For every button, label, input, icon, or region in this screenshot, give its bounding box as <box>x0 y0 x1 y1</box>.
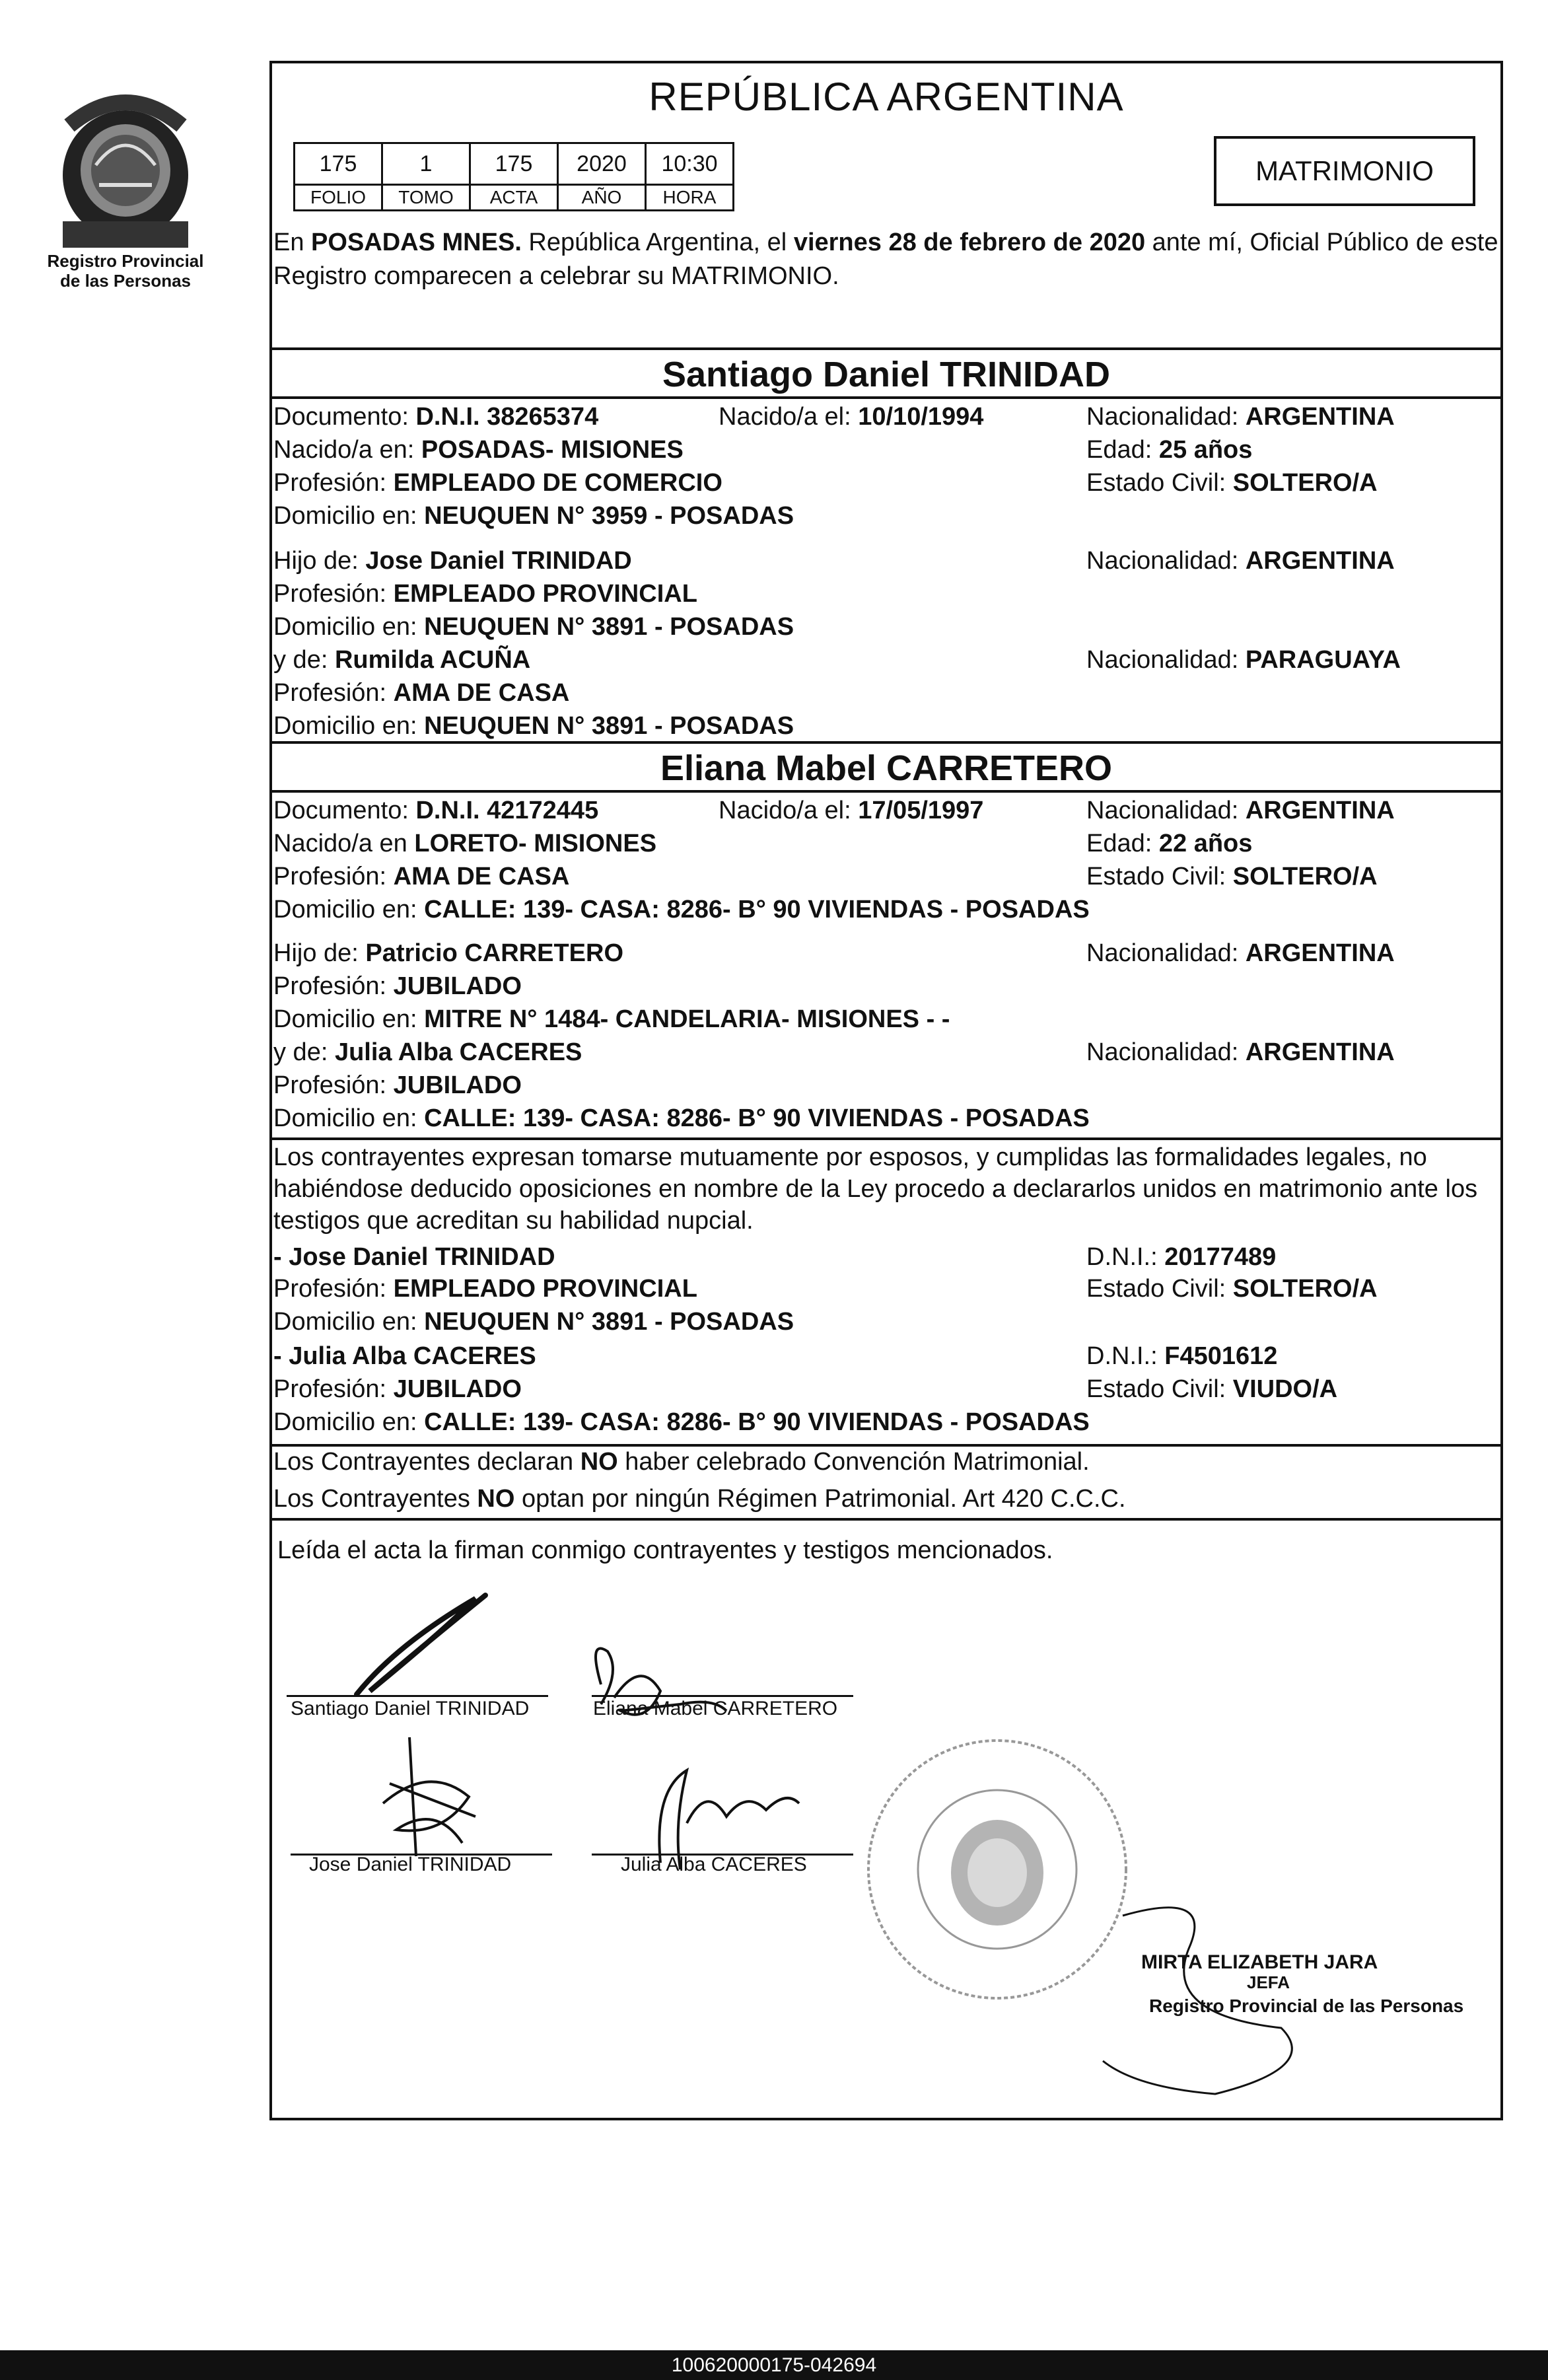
intro-text: ante mí, Oficial Público de este Registro comparecen a celebrar su MATRIMONIO. <box>273 229 1498 290</box>
witness-1-name: - Jose Daniel TRINIDAD <box>273 1243 555 1271</box>
signature-line-2 <box>592 1695 853 1697</box>
page-title: REPÚBLICA ARGENTINA <box>649 75 1124 119</box>
intro-text: En <box>273 229 312 256</box>
witness-2-civil-status: Estado Civil: VIUDO/A <box>1086 1375 1338 1403</box>
signature-label-eliana: Eliana Mabel CARRETERO <box>593 1698 838 1719</box>
groom-father-profession: Profesión: EMPLEADO PROVINCIAL <box>273 580 697 608</box>
bride-birthdate: Nacido/a el: 17/05/1997 <box>719 797 984 824</box>
divider-intro <box>269 347 1503 350</box>
declaration-paragraph: Los contrayentes expresan tomarse mutuamente por esposos, y cumplidas las formalidades legales, no habiéndose deducido oposiciones en nombre de la Ley procedo a declararlos unidos en matrimonio ante los testigos que acreditan su habilidad nupcial. <box>273 1143 1478 1235</box>
bride-birthplace: Nacido/a en LORETO- MISIONES <box>273 830 657 857</box>
bride-father-nationality: Nacionalidad: ARGENTINA <box>1086 939 1395 967</box>
groom-address: Domicilio en: NEUQUEN N° 3959 - POSADAS <box>273 502 794 530</box>
groom-nationality: Nacionalidad: ARGENTINA <box>1086 403 1395 431</box>
groom-father-address: Domicilio en: NEUQUEN N° 3891 - POSADAS <box>273 613 794 641</box>
signature-label-santiago: Santiago Daniel TRINIDAD <box>291 1698 530 1719</box>
anio-value: 2020 <box>558 143 646 185</box>
signature-label-julia: Julia Alba CACERES <box>621 1854 807 1875</box>
groom-mother: y de: Rumilda ACUÑA <box>273 646 531 674</box>
signature-santiago-ink-icon <box>343 1585 495 1704</box>
bride-age: Edad: 22 años <box>1086 830 1253 857</box>
witness-2-address: Domicilio en: CALLE: 139- CASA: 8286- B° 90 VIVIENDAS - POSADAS <box>273 1408 1090 1436</box>
tomo-label: TOMO <box>382 185 470 211</box>
bride-mother-profession: Profesión: JUBILADO <box>273 1071 522 1099</box>
registry-logo <box>26 86 225 310</box>
witness-1-dni: D.N.I.: 20177489 <box>1086 1243 1277 1271</box>
hora-value: 10:30 <box>646 143 734 185</box>
intro-paragraph <box>273 226 1500 293</box>
bride-mother-address: Domicilio en: CALLE: 139- CASA: 8286- B° 90 VIVIENDAS - POSADAS <box>273 1104 1090 1132</box>
officer-organization: Registro Provincial de las Personas <box>1149 1996 1464 2016</box>
folio-value: 175 <box>295 143 382 185</box>
regime-statement: Los Contrayentes NO optan por ningún Régimen Patrimonial. Art 420 C.C.C. <box>273 1485 1126 1513</box>
bride-father: Hijo de: Patricio CARRETERO <box>273 939 624 967</box>
groom-birthplace: Nacido/a en: POSADAS- MISIONES <box>273 436 684 464</box>
province-emblem-icon <box>50 86 201 251</box>
groom-name: Santiago Daniel TRINIDAD <box>662 355 1111 394</box>
witness-1-address: Domicilio en: NEUQUEN N° 3891 - POSADAS <box>273 1308 794 1336</box>
folio-label: FOLIO <box>295 185 382 211</box>
intro-date: viernes 28 de febrero de 2020 <box>793 229 1146 256</box>
bride-civil-status: Estado Civil: SOLTERO/A <box>1086 863 1378 890</box>
bride-mother: y de: Julia Alba CACERES <box>273 1038 582 1066</box>
groom-profession: Profesión: EMPLEADO DE COMERCIO <box>273 469 722 497</box>
groom-mother-nationality: Nacionalidad: PARAGUAYA <box>1086 646 1401 674</box>
groom-civil-status: Estado Civil: SOLTERO/A <box>1086 469 1378 497</box>
witness-1-profession: Profesión: EMPLEADO PROVINCIAL <box>273 1275 697 1303</box>
intro-place: POSADAS MNES. <box>311 229 522 256</box>
acta-value: 175 <box>470 143 558 185</box>
bride-father-profession: Profesión: JUBILADO <box>273 972 522 1000</box>
intro-text: República Argentina, el <box>521 229 794 256</box>
witness-2-dni: D.N.I.: F4501612 <box>1086 1342 1278 1370</box>
bride-profession: Profesión: AMA DE CASA <box>273 863 570 890</box>
groom-mother-address: Domicilio en: NEUQUEN N° 3891 - POSADAS <box>273 712 794 740</box>
divider-bride-name <box>269 790 1503 793</box>
divider-groom-name <box>269 396 1503 399</box>
tomo-value: 1 <box>382 143 470 185</box>
logo-caption-line2: de las Personas <box>60 271 191 291</box>
witness-2-name: - Julia Alba CACERES <box>273 1342 536 1370</box>
anio-label: AÑO <box>558 185 646 211</box>
bride-address: Domicilio en: CALLE: 139- CASA: 8286- B° 90 VIVIENDAS - POSADAS <box>273 896 1090 923</box>
bride-document: Documento: D.N.I. 42172445 <box>273 797 599 824</box>
act-type-box: MATRIMONIO <box>1214 136 1475 206</box>
bride-father-address: Domicilio en: MITRE N° 1484- CANDELARIA- MISIONES - - <box>273 1005 950 1033</box>
divider-regime-end <box>269 1518 1503 1521</box>
hora-label: HORA <box>646 185 734 211</box>
closing-statement: Leída el acta la firman conmigo contrayentes y testigos mencionados. <box>277 1536 1053 1564</box>
registry-data-table <box>293 142 734 211</box>
bride-name: Eliana Mabel CARRETERO <box>660 748 1113 788</box>
officer-name: MIRTA ELIZABETH JARA <box>1141 1951 1378 1973</box>
signature-label-jose: Jose Daniel TRINIDAD <box>309 1854 512 1875</box>
groom-father-nationality: Nacionalidad: ARGENTINA <box>1086 547 1395 575</box>
groom-age: Edad: 25 años <box>1086 436 1253 464</box>
groom-father: Hijo de: Jose Daniel TRINIDAD <box>273 547 632 575</box>
witness-1-civil-status: Estado Civil: SOLTERO/A <box>1086 1275 1378 1303</box>
signature-jose-ink-icon <box>370 1724 489 1869</box>
witness-2-profession: Profesión: JUBILADO <box>273 1375 522 1403</box>
bride-mother-nationality: Nacionalidad: ARGENTINA <box>1086 1038 1395 1066</box>
divider-bride-end <box>269 1137 1503 1140</box>
document-barcode-number: 100620000175-042694 <box>0 2350 1548 2380</box>
groom-document: Documento: D.N.I. 38265374 <box>273 403 599 431</box>
signature-line-1 <box>287 1695 548 1697</box>
convention-statement: Los Contrayentes declaran NO haber celebrado Convención Matrimonial. <box>273 1448 1090 1476</box>
logo-caption-line1: Registro Provincial <box>47 251 204 271</box>
bride-nationality: Nacionalidad: ARGENTINA <box>1086 797 1395 824</box>
groom-mother-profession: Profesión: AMA DE CASA <box>273 679 570 707</box>
acta-label: ACTA <box>470 185 558 211</box>
groom-birthdate: Nacido/a el: 10/10/1994 <box>719 403 984 431</box>
officer-role: JEFA <box>1247 1972 1290 1992</box>
